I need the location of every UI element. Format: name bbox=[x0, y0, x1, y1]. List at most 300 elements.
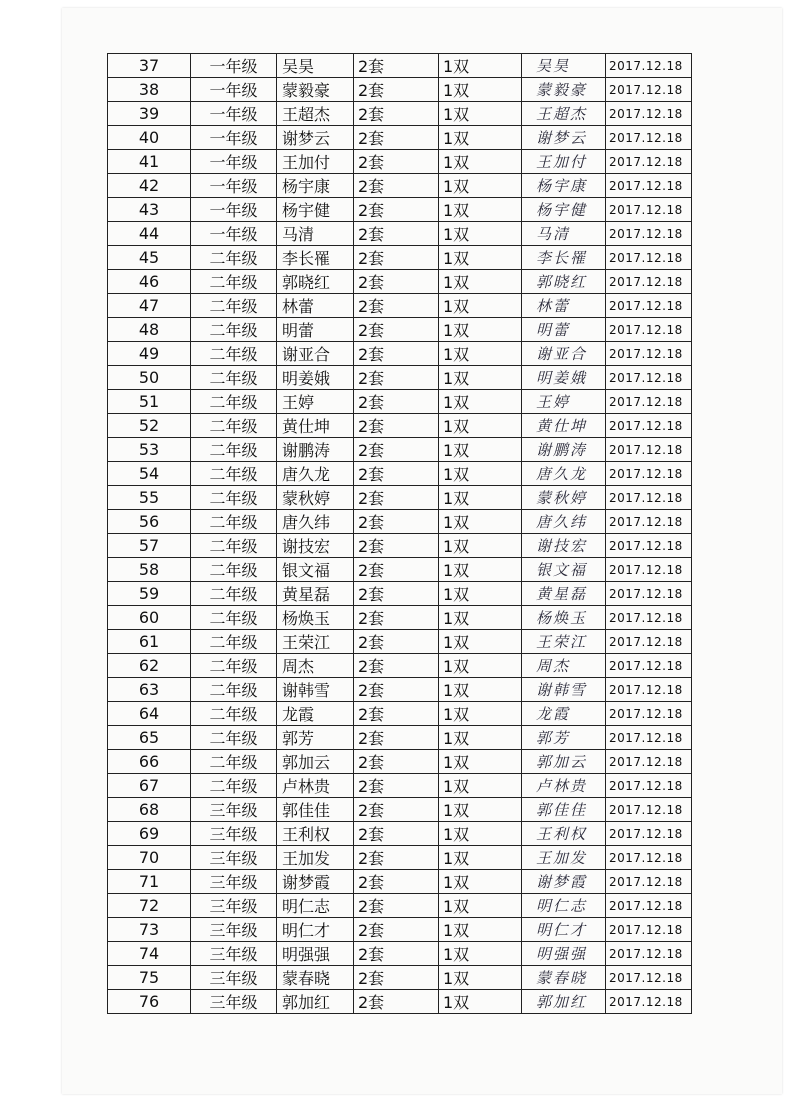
signature-cell: 龙霞 bbox=[522, 702, 606, 726]
date-cell: 2017.12.18 bbox=[606, 174, 692, 198]
date-cell: 2017.12.18 bbox=[606, 606, 692, 630]
sets-quantity: 2套 bbox=[354, 270, 439, 294]
sets-quantity: 2套 bbox=[354, 414, 439, 438]
grade-cell: 二年级 bbox=[191, 486, 277, 510]
signature-cell: 王利权 bbox=[522, 822, 606, 846]
sets-quantity: 2套 bbox=[354, 702, 439, 726]
grade-cell: 二年级 bbox=[191, 726, 277, 750]
sets-quantity: 2套 bbox=[354, 438, 439, 462]
row-number: 70 bbox=[108, 846, 191, 870]
table-row bbox=[108, 366, 692, 390]
pairs-quantity: 1双 bbox=[439, 822, 522, 846]
grade-cell: 二年级 bbox=[191, 678, 277, 702]
date-cell: 2017.12.18 bbox=[606, 366, 692, 390]
signature-cell: 谢韩雪 bbox=[522, 678, 606, 702]
grade-cell: 二年级 bbox=[191, 414, 277, 438]
signature-cell: 明蕾 bbox=[522, 318, 606, 342]
signature-cell: 谢亚合 bbox=[522, 342, 606, 366]
sets-quantity: 2套 bbox=[354, 726, 439, 750]
signature-cell: 谢梦霞 bbox=[522, 870, 606, 894]
pairs-quantity: 1双 bbox=[439, 222, 522, 246]
student-name: 周杰 bbox=[277, 654, 354, 678]
pairs-quantity: 1双 bbox=[439, 582, 522, 606]
pairs-quantity: 1双 bbox=[439, 438, 522, 462]
row-number: 64 bbox=[108, 702, 191, 726]
student-name: 王荣江 bbox=[277, 630, 354, 654]
sets-quantity: 2套 bbox=[354, 198, 439, 222]
student-name: 郭佳佳 bbox=[277, 798, 354, 822]
date-cell: 2017.12.18 bbox=[606, 822, 692, 846]
sets-quantity: 2套 bbox=[354, 918, 439, 942]
grade-cell: 二年级 bbox=[191, 342, 277, 366]
grade-cell: 二年级 bbox=[191, 702, 277, 726]
signature-cell: 王荣江 bbox=[522, 630, 606, 654]
sets-quantity: 2套 bbox=[354, 534, 439, 558]
date-cell: 2017.12.18 bbox=[606, 462, 692, 486]
grade-cell: 三年级 bbox=[191, 846, 277, 870]
row-number: 38 bbox=[108, 78, 191, 102]
table-row bbox=[108, 342, 692, 366]
signature-cell: 李长罹 bbox=[522, 246, 606, 270]
row-number: 45 bbox=[108, 246, 191, 270]
row-number: 63 bbox=[108, 678, 191, 702]
row-number: 42 bbox=[108, 174, 191, 198]
grade-cell: 三年级 bbox=[191, 966, 277, 990]
signature-cell: 郭加红 bbox=[522, 990, 606, 1014]
table-row bbox=[108, 486, 692, 510]
table-body bbox=[108, 54, 692, 1014]
date-cell: 2017.12.18 bbox=[606, 78, 692, 102]
signature-cell: 杨宇健 bbox=[522, 198, 606, 222]
sets-quantity: 2套 bbox=[354, 750, 439, 774]
sets-quantity: 2套 bbox=[354, 222, 439, 246]
date-cell: 2017.12.18 bbox=[606, 54, 692, 78]
row-number: 51 bbox=[108, 390, 191, 414]
row-number: 75 bbox=[108, 966, 191, 990]
student-name: 明仁志 bbox=[277, 894, 354, 918]
student-name: 谢技宏 bbox=[277, 534, 354, 558]
pairs-quantity: 1双 bbox=[439, 246, 522, 270]
pairs-quantity: 1双 bbox=[439, 750, 522, 774]
sets-quantity: 2套 bbox=[354, 990, 439, 1014]
student-name: 李长罹 bbox=[277, 246, 354, 270]
grade-cell: 二年级 bbox=[191, 510, 277, 534]
table-row bbox=[108, 750, 692, 774]
date-cell: 2017.12.18 bbox=[606, 630, 692, 654]
sets-quantity: 2套 bbox=[354, 486, 439, 510]
table-row bbox=[108, 798, 692, 822]
pairs-quantity: 1双 bbox=[439, 798, 522, 822]
student-name: 郭晓红 bbox=[277, 270, 354, 294]
signature-cell: 蒙春晓 bbox=[522, 966, 606, 990]
sets-quantity: 2套 bbox=[354, 174, 439, 198]
row-number: 47 bbox=[108, 294, 191, 318]
student-name: 谢亚合 bbox=[277, 342, 354, 366]
student-name: 明姜娥 bbox=[277, 366, 354, 390]
row-number: 41 bbox=[108, 150, 191, 174]
pairs-quantity: 1双 bbox=[439, 102, 522, 126]
grade-cell: 三年级 bbox=[191, 798, 277, 822]
table-row bbox=[108, 942, 692, 966]
student-name: 明仁才 bbox=[277, 918, 354, 942]
student-name: 蒙秋婷 bbox=[277, 486, 354, 510]
grade-cell: 一年级 bbox=[191, 126, 277, 150]
sets-quantity: 2套 bbox=[354, 366, 439, 390]
table-row bbox=[108, 918, 692, 942]
pairs-quantity: 1双 bbox=[439, 918, 522, 942]
table-row bbox=[108, 534, 692, 558]
table-row bbox=[108, 654, 692, 678]
signature-cell: 黄星磊 bbox=[522, 582, 606, 606]
sets-quantity: 2套 bbox=[354, 150, 439, 174]
grade-cell: 二年级 bbox=[191, 630, 277, 654]
table-row bbox=[108, 150, 692, 174]
date-cell: 2017.12.18 bbox=[606, 870, 692, 894]
student-name: 谢鹏涛 bbox=[277, 438, 354, 462]
signature-cell: 谢梦云 bbox=[522, 126, 606, 150]
row-number: 40 bbox=[108, 126, 191, 150]
signature-cell: 杨宇康 bbox=[522, 174, 606, 198]
pairs-quantity: 1双 bbox=[439, 654, 522, 678]
sets-quantity: 2套 bbox=[354, 102, 439, 126]
student-name: 蒙毅豪 bbox=[277, 78, 354, 102]
sets-quantity: 2套 bbox=[354, 966, 439, 990]
pairs-quantity: 1双 bbox=[439, 318, 522, 342]
pairs-quantity: 1双 bbox=[439, 534, 522, 558]
table-row bbox=[108, 774, 692, 798]
signature-cell: 银文福 bbox=[522, 558, 606, 582]
date-cell: 2017.12.18 bbox=[606, 198, 692, 222]
pairs-quantity: 1双 bbox=[439, 630, 522, 654]
signature-cell: 吴昊 bbox=[522, 54, 606, 78]
pairs-quantity: 1双 bbox=[439, 942, 522, 966]
row-number: 55 bbox=[108, 486, 191, 510]
date-cell: 2017.12.18 bbox=[606, 966, 692, 990]
grade-cell: 一年级 bbox=[191, 198, 277, 222]
date-cell: 2017.12.18 bbox=[606, 270, 692, 294]
date-cell: 2017.12.18 bbox=[606, 150, 692, 174]
sets-quantity: 2套 bbox=[354, 798, 439, 822]
student-name: 黄星磊 bbox=[277, 582, 354, 606]
sets-quantity: 2套 bbox=[354, 54, 439, 78]
student-name: 谢梦云 bbox=[277, 126, 354, 150]
grade-cell: 三年级 bbox=[191, 990, 277, 1014]
table-row bbox=[108, 270, 692, 294]
grade-cell: 二年级 bbox=[191, 558, 277, 582]
pairs-quantity: 1双 bbox=[439, 726, 522, 750]
table-row bbox=[108, 870, 692, 894]
date-cell: 2017.12.18 bbox=[606, 558, 692, 582]
date-cell: 2017.12.18 bbox=[606, 510, 692, 534]
student-name: 明强强 bbox=[277, 942, 354, 966]
student-name: 郭加红 bbox=[277, 990, 354, 1014]
grade-cell: 二年级 bbox=[191, 462, 277, 486]
signature-cell: 郭佳佳 bbox=[522, 798, 606, 822]
sets-quantity: 2套 bbox=[354, 894, 439, 918]
grade-cell: 二年级 bbox=[191, 438, 277, 462]
sets-quantity: 2套 bbox=[354, 126, 439, 150]
pairs-quantity: 1双 bbox=[439, 702, 522, 726]
sets-quantity: 2套 bbox=[354, 654, 439, 678]
student-name: 郭芳 bbox=[277, 726, 354, 750]
row-number: 56 bbox=[108, 510, 191, 534]
distribution-sheet bbox=[107, 53, 692, 1014]
row-number: 60 bbox=[108, 606, 191, 630]
table-row bbox=[108, 78, 692, 102]
row-number: 59 bbox=[108, 582, 191, 606]
pairs-quantity: 1双 bbox=[439, 846, 522, 870]
row-number: 53 bbox=[108, 438, 191, 462]
student-name: 吴昊 bbox=[277, 54, 354, 78]
student-name: 王加付 bbox=[277, 150, 354, 174]
table-row bbox=[108, 990, 692, 1014]
table-row bbox=[108, 630, 692, 654]
signature-cell: 卢林贵 bbox=[522, 774, 606, 798]
sets-quantity: 2套 bbox=[354, 606, 439, 630]
student-name: 杨宇康 bbox=[277, 174, 354, 198]
signature-cell: 谢鹏涛 bbox=[522, 438, 606, 462]
student-name: 王利权 bbox=[277, 822, 354, 846]
sets-quantity: 2套 bbox=[354, 390, 439, 414]
pairs-quantity: 1双 bbox=[439, 54, 522, 78]
signature-cell: 明姜娥 bbox=[522, 366, 606, 390]
table-row bbox=[108, 846, 692, 870]
date-cell: 2017.12.18 bbox=[606, 126, 692, 150]
sets-quantity: 2套 bbox=[354, 774, 439, 798]
table-row bbox=[108, 678, 692, 702]
row-number: 43 bbox=[108, 198, 191, 222]
student-name: 马清 bbox=[277, 222, 354, 246]
sets-quantity: 2套 bbox=[354, 342, 439, 366]
table-row bbox=[108, 438, 692, 462]
pairs-quantity: 1双 bbox=[439, 894, 522, 918]
row-number: 54 bbox=[108, 462, 191, 486]
sets-quantity: 2套 bbox=[354, 942, 439, 966]
row-number: 74 bbox=[108, 942, 191, 966]
row-number: 52 bbox=[108, 414, 191, 438]
signature-cell: 唐久纬 bbox=[522, 510, 606, 534]
row-number: 62 bbox=[108, 654, 191, 678]
date-cell: 2017.12.18 bbox=[606, 486, 692, 510]
signature-cell: 明仁志 bbox=[522, 894, 606, 918]
grade-cell: 一年级 bbox=[191, 78, 277, 102]
student-name: 唐久龙 bbox=[277, 462, 354, 486]
signature-cell: 黄仕坤 bbox=[522, 414, 606, 438]
signature-cell: 唐久龙 bbox=[522, 462, 606, 486]
sets-quantity: 2套 bbox=[354, 582, 439, 606]
pairs-quantity: 1双 bbox=[439, 78, 522, 102]
signature-cell: 王加付 bbox=[522, 150, 606, 174]
row-number: 61 bbox=[108, 630, 191, 654]
pairs-quantity: 1双 bbox=[439, 366, 522, 390]
pairs-quantity: 1双 bbox=[439, 678, 522, 702]
table-row bbox=[108, 390, 692, 414]
row-number: 72 bbox=[108, 894, 191, 918]
table-row bbox=[108, 198, 692, 222]
row-number: 71 bbox=[108, 870, 191, 894]
row-number: 57 bbox=[108, 534, 191, 558]
sets-quantity: 2套 bbox=[354, 558, 439, 582]
grade-cell: 三年级 bbox=[191, 822, 277, 846]
date-cell: 2017.12.18 bbox=[606, 342, 692, 366]
sets-quantity: 2套 bbox=[354, 870, 439, 894]
student-name: 林蕾 bbox=[277, 294, 354, 318]
pairs-quantity: 1双 bbox=[439, 774, 522, 798]
row-number: 66 bbox=[108, 750, 191, 774]
student-name: 王婷 bbox=[277, 390, 354, 414]
grade-cell: 一年级 bbox=[191, 150, 277, 174]
signature-cell: 郭加云 bbox=[522, 750, 606, 774]
row-number: 65 bbox=[108, 726, 191, 750]
pairs-quantity: 1双 bbox=[439, 198, 522, 222]
sets-quantity: 2套 bbox=[354, 630, 439, 654]
date-cell: 2017.12.18 bbox=[606, 246, 692, 270]
row-number: 58 bbox=[108, 558, 191, 582]
signature-cell: 马清 bbox=[522, 222, 606, 246]
distribution-table bbox=[107, 53, 692, 1014]
grade-cell: 一年级 bbox=[191, 54, 277, 78]
table-row bbox=[108, 318, 692, 342]
date-cell: 2017.12.18 bbox=[606, 846, 692, 870]
signature-cell: 王婷 bbox=[522, 390, 606, 414]
pairs-quantity: 1双 bbox=[439, 342, 522, 366]
student-name: 银文福 bbox=[277, 558, 354, 582]
signature-cell: 林蕾 bbox=[522, 294, 606, 318]
student-name: 谢梦霞 bbox=[277, 870, 354, 894]
pairs-quantity: 1双 bbox=[439, 390, 522, 414]
pairs-quantity: 1双 bbox=[439, 966, 522, 990]
grade-cell: 三年级 bbox=[191, 870, 277, 894]
table-row bbox=[108, 54, 692, 78]
sets-quantity: 2套 bbox=[354, 678, 439, 702]
grade-cell: 三年级 bbox=[191, 918, 277, 942]
grade-cell: 三年级 bbox=[191, 942, 277, 966]
pairs-quantity: 1双 bbox=[439, 294, 522, 318]
row-number: 50 bbox=[108, 366, 191, 390]
row-number: 37 bbox=[108, 54, 191, 78]
grade-cell: 二年级 bbox=[191, 606, 277, 630]
pairs-quantity: 1双 bbox=[439, 870, 522, 894]
pairs-quantity: 1双 bbox=[439, 462, 522, 486]
date-cell: 2017.12.18 bbox=[606, 990, 692, 1014]
date-cell: 2017.12.18 bbox=[606, 942, 692, 966]
student-name: 唐久纬 bbox=[277, 510, 354, 534]
student-name: 王加发 bbox=[277, 846, 354, 870]
student-name: 王超杰 bbox=[277, 102, 354, 126]
grade-cell: 二年级 bbox=[191, 774, 277, 798]
signature-cell: 王加发 bbox=[522, 846, 606, 870]
pairs-quantity: 1双 bbox=[439, 558, 522, 582]
table-row bbox=[108, 726, 692, 750]
pairs-quantity: 1双 bbox=[439, 990, 522, 1014]
table-row bbox=[108, 222, 692, 246]
table-row bbox=[108, 126, 692, 150]
table-row bbox=[108, 894, 692, 918]
student-name: 杨宇健 bbox=[277, 198, 354, 222]
grade-cell: 二年级 bbox=[191, 390, 277, 414]
grade-cell: 二年级 bbox=[191, 582, 277, 606]
table-row bbox=[108, 246, 692, 270]
row-number: 67 bbox=[108, 774, 191, 798]
row-number: 68 bbox=[108, 798, 191, 822]
row-number: 49 bbox=[108, 342, 191, 366]
date-cell: 2017.12.18 bbox=[606, 222, 692, 246]
pairs-quantity: 1双 bbox=[439, 150, 522, 174]
date-cell: 2017.12.18 bbox=[606, 318, 692, 342]
grade-cell: 二年级 bbox=[191, 654, 277, 678]
sets-quantity: 2套 bbox=[354, 846, 439, 870]
signature-cell: 杨焕玉 bbox=[522, 606, 606, 630]
table-row bbox=[108, 462, 692, 486]
signature-cell: 周杰 bbox=[522, 654, 606, 678]
date-cell: 2017.12.18 bbox=[606, 102, 692, 126]
date-cell: 2017.12.18 bbox=[606, 918, 692, 942]
student-name: 明蕾 bbox=[277, 318, 354, 342]
table-row bbox=[108, 702, 692, 726]
date-cell: 2017.12.18 bbox=[606, 414, 692, 438]
grade-cell: 二年级 bbox=[191, 318, 277, 342]
grade-cell: 三年级 bbox=[191, 894, 277, 918]
date-cell: 2017.12.18 bbox=[606, 750, 692, 774]
row-number: 46 bbox=[108, 270, 191, 294]
date-cell: 2017.12.18 bbox=[606, 582, 692, 606]
table-row bbox=[108, 414, 692, 438]
date-cell: 2017.12.18 bbox=[606, 294, 692, 318]
date-cell: 2017.12.18 bbox=[606, 702, 692, 726]
signature-cell: 蒙毅豪 bbox=[522, 78, 606, 102]
grade-cell: 一年级 bbox=[191, 174, 277, 198]
sets-quantity: 2套 bbox=[354, 78, 439, 102]
row-number: 73 bbox=[108, 918, 191, 942]
table-row bbox=[108, 822, 692, 846]
signature-cell: 明强强 bbox=[522, 942, 606, 966]
row-number: 76 bbox=[108, 990, 191, 1014]
table-row bbox=[108, 102, 692, 126]
grade-cell: 一年级 bbox=[191, 102, 277, 126]
table-row bbox=[108, 558, 692, 582]
date-cell: 2017.12.18 bbox=[606, 678, 692, 702]
pairs-quantity: 1双 bbox=[439, 486, 522, 510]
student-name: 郭加云 bbox=[277, 750, 354, 774]
sets-quantity: 2套 bbox=[354, 510, 439, 534]
grade-cell: 二年级 bbox=[191, 246, 277, 270]
date-cell: 2017.12.18 bbox=[606, 726, 692, 750]
table-row bbox=[108, 510, 692, 534]
grade-cell: 二年级 bbox=[191, 294, 277, 318]
student-name: 蒙春晓 bbox=[277, 966, 354, 990]
grade-cell: 二年级 bbox=[191, 366, 277, 390]
signature-cell: 谢技宏 bbox=[522, 534, 606, 558]
date-cell: 2017.12.18 bbox=[606, 894, 692, 918]
pairs-quantity: 1双 bbox=[439, 126, 522, 150]
signature-cell: 王超杰 bbox=[522, 102, 606, 126]
date-cell: 2017.12.18 bbox=[606, 534, 692, 558]
student-name: 龙霞 bbox=[277, 702, 354, 726]
grade-cell: 一年级 bbox=[191, 222, 277, 246]
row-number: 48 bbox=[108, 318, 191, 342]
pairs-quantity: 1双 bbox=[439, 510, 522, 534]
signature-cell: 郭芳 bbox=[522, 726, 606, 750]
sets-quantity: 2套 bbox=[354, 246, 439, 270]
grade-cell: 二年级 bbox=[191, 270, 277, 294]
pairs-quantity: 1双 bbox=[439, 606, 522, 630]
signature-cell: 明仁才 bbox=[522, 918, 606, 942]
signature-cell: 蒙秋婷 bbox=[522, 486, 606, 510]
table-row bbox=[108, 582, 692, 606]
table-row bbox=[108, 606, 692, 630]
sets-quantity: 2套 bbox=[354, 318, 439, 342]
grade-cell: 二年级 bbox=[191, 750, 277, 774]
